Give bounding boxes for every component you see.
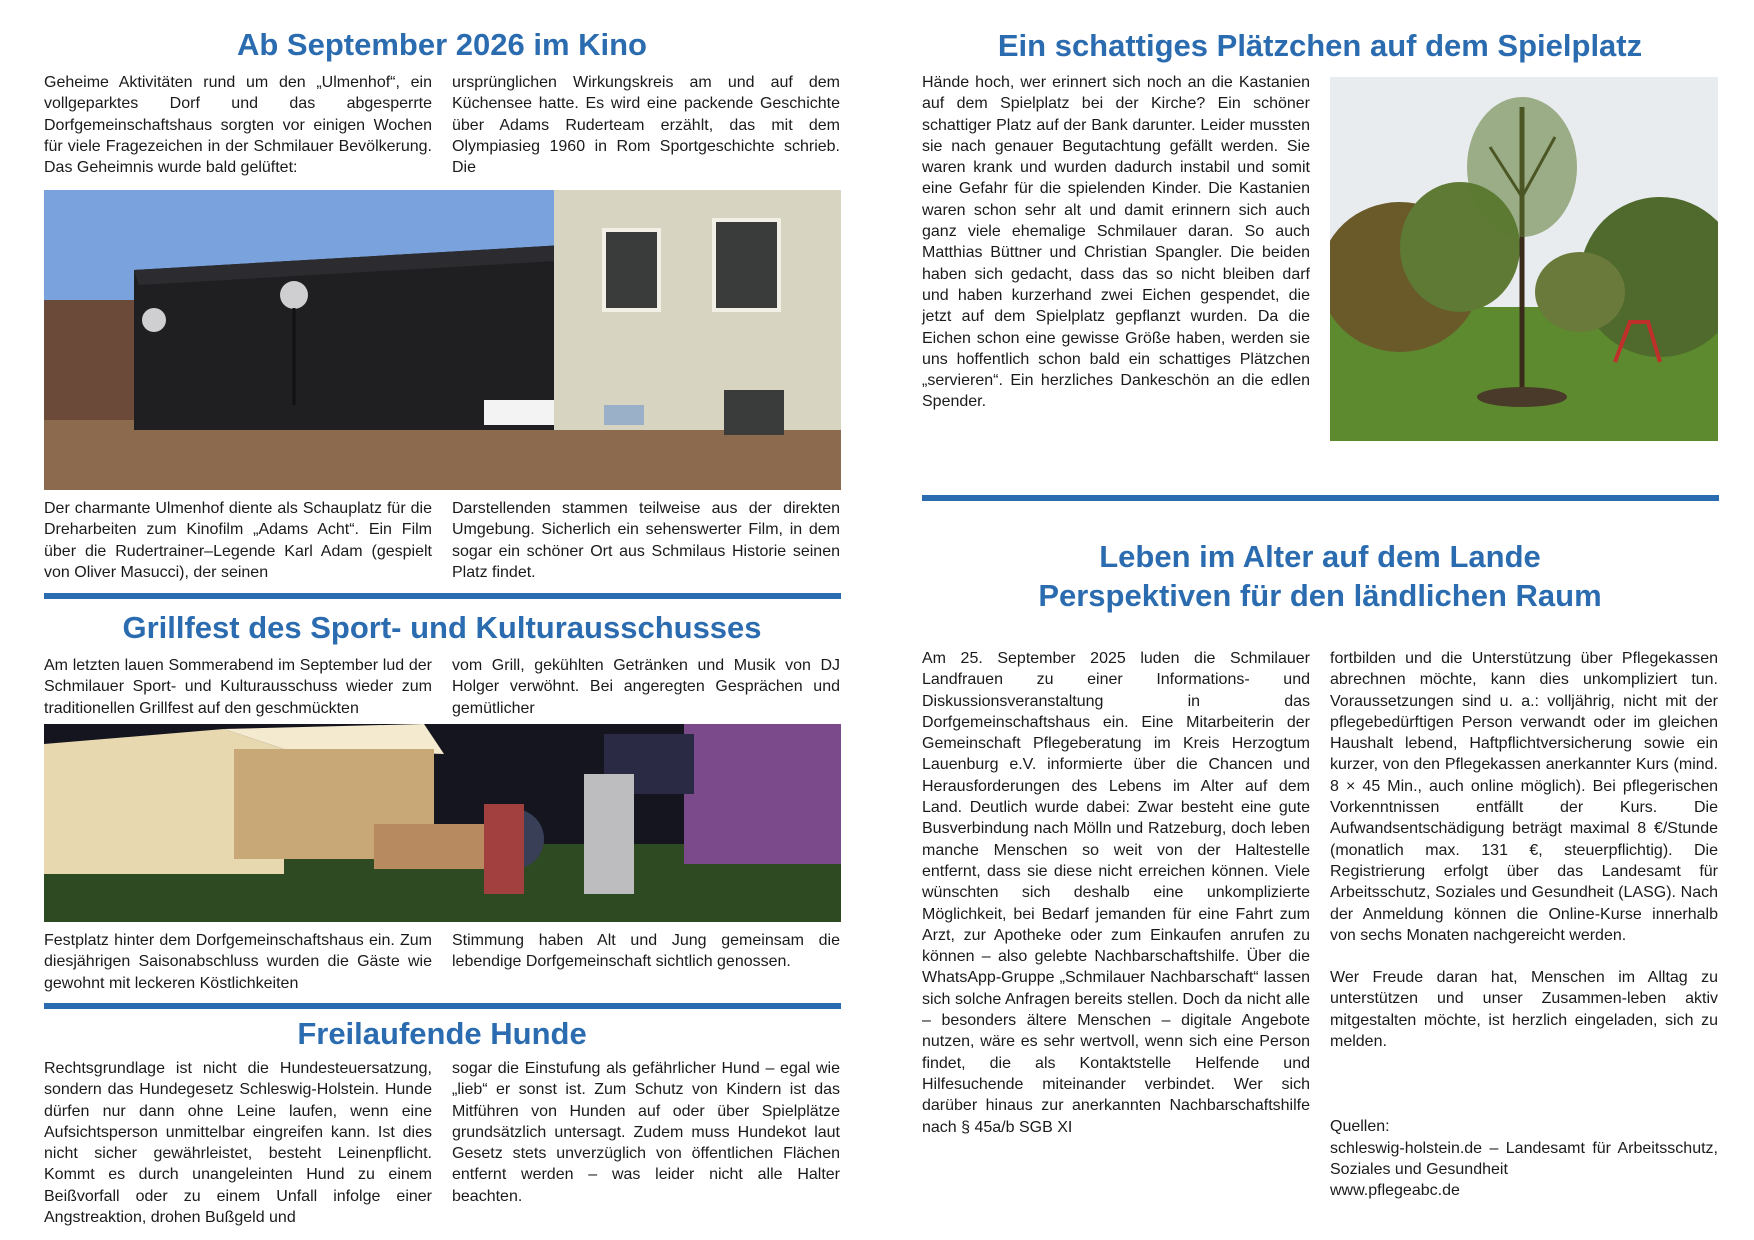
alter-col2-invite: Wer Freude daran hat, Menschen im Alltag zu unterstützen und unser Zusammen-leben aktiv mitgestalten möchte, ist herzlich eingeladen, sich zu melden. (1330, 969, 1718, 1051)
grillfest-photo (44, 724, 841, 922)
alter-source-2: www.pflegeabc.de (1330, 1182, 1460, 1200)
section-divider (44, 1003, 841, 1009)
kino-col4: Darstellenden stammen teilweise aus der direkten Umgebung. Sicherlich ein sehenswerter Film, in dem sogar ein schöner Ort aus Schmilaus Historie seinen Platz findet. (452, 500, 840, 581)
grillfest-col2: vom Grill, gekühlten Getränken und Musik von DJ Holger verwöhnt. Bei angeregten Gesprächen und gemütlicher (452, 657, 840, 717)
spielplatz-title: Ein schattiges Plätzchen auf dem Spielplatz (997, 28, 1643, 63)
grillfest-col4: Stimmung haben Alt und Jung gemeinsam die lebendige Dorfgemeinschaft sichtlich genossen. (452, 932, 840, 971)
spielplatz-text: Hände hoch, wer erinnert sich noch an die Kastanien auf dem Spielplatz bei der Kirche? Ein schöner schattiger Platz auf der Bank darunter. Leider mussten sie nach genauer Begutachtung gefällt werden. Sie waren krank und wurden dadurch instabil und somit eine Gefahr für die spielenden Kinder. Die Kastanien waren schon sehr alt und damit erinnern sich auch ganz viele ehemalige Schmilauer daran. So auch Matthias Büttner und Christian Spangler. Die beiden haben sich gedacht, dass das so nicht bleiben darf und haben kurzerhand zwei Eichen gespendet, die jetzt auf dem Spielplatz gepflanzt wurden. Da die Eichen schon eine gewisse Größe haben, werden sie uns hoffentlich schon bald ein schattiges Plätzchen „servieren“. Ein herzliches Dankeschön an die edlen Spender. (922, 74, 1310, 411)
grillfest-col3: Festplatz hinter dem Dorfgemeinschaftshaus ein. Zum diesjährigen Saisonabschluss wurden die Gäste wie gewohnt mit leckeren Köstlichkeiten (44, 932, 432, 992)
spielplatz-oak-photo (1330, 77, 1718, 441)
kino-col3: Der charmante Ulmenhof diente als Schauplatz für die Dreharbeiten zum Kinofilm „Adams Acht“. Ein Film über die Rudertrainer–Legende Karl Adam (gespielt von Oliver Masucci), der seinen (44, 500, 432, 581)
section-divider (44, 593, 841, 599)
alter-col2 (1330, 648, 1718, 1202)
kino-col1: Geheime Aktivitäten rund um den „Ulmenhof“, ein vollgeparktes Dorf und das abgesperrte Dorfgemeinschaftshaus sorgten vor einigen Wochen für viele Fragezeichen in der Schmilauer Bevölkerung. Das Geheimnis wurde bald gelüftet: (44, 74, 432, 177)
alter-title-line2: Perspektiven für den ländlichen Raum (1038, 578, 1602, 613)
kino-title: Ab September 2026 im Kino (236, 27, 647, 62)
alter-source-1: schleswig-holstein.de – Landesamt für Arbeitsschutz, Soziales und Gesundheit (1330, 1139, 1718, 1178)
alter-sources-label: Quellen: (1330, 1118, 1390, 1136)
alter-col2-text: fortbilden und die Unterstützung über Pflegekassen abrechnen möchte, kann dies unkompliziert tun. Voraussetzungen sind u. a.: volljährig, nicht mit der pflegebedürftigen Person verwandt oder im gleichen Haushalt lebend, Haftpflichtversicherung sowie ein kurzer, von den Pflegekassen anerkannter Kurs (mind. 8 × 45 Min., auch online möglich). Bei pflegerischen Vorkenntnissen entfällt der Kurs. Die Aufwandsentschädigung beträgt maximal 8 €/Stunde (monatlich max. 131 €, steuerpflichtig). Die Registrierung erfolgt über das Landesamt für Arbeitsschutz, Soziales und Gesundheit (LASG). Nach der Anmeldung können die Online-Kurse innerhalb von sechs Monaten nachgereicht werden. (1330, 650, 1718, 944)
alter-title-line1: Leben im Alter auf dem Lande (1099, 539, 1541, 574)
section-divider (922, 495, 1719, 501)
hunde-col1: Rechtsgrundlage ist nicht die Hundesteuersatzung, sondern das Hundegesetz Schleswig-Holstein. Hunde dürfen nur dann ohne Leine laufen, wenn eine Aufsichtsperson unmittelbar eingreifen kann. Ist dies nicht sicher gewährleistet, besteht Leinenpflicht. Kommt es durch unangeleinten Hund zu einem Beißvorfall oder zu einem Unfall infolge einer Angstreaktion, drohen Bußgeld und (44, 1060, 432, 1227)
hunde-col2: sogar die Einstufung als gefährlicher Hund – egal wie „lieb“ er sonst ist. Zum Schutz von Kindern ist das Mitführen von Hunden auf oder über Spielplätze grundsätzlich untersagt. Zudem muss Hundekot laut Gesetz stets unverzüglich von öffentlichen Flächen entfernt werden – was leider nicht alle Halter beachten. (452, 1060, 840, 1205)
kino-film-set-photo (44, 190, 841, 490)
alter-col1: Am 25. September 2025 luden die Schmilauer Landfrauen zu einer Informations- und Diskussionsveranstaltung in das Dorfgemeinschaftshaus ein. Eine Mitarbeiterin der Gemeinschaft Pflegeberatung im Kreis Herzogtum Lauenburg e.V. informierte über die Chancen und Herausforderungen des Lebens im Alter auf dem Land. Deutlich wurde dabei: Zwar besteht eine gute Busverbindung nach Mölln und Ratzeburg, doch leben manche Menschen so weit von der Haltestelle entfernt, dass sie diese nicht erreichen können. Viele wünschten sich deshalb eine unkomplizierte Möglichkeit, bei Bedarf jemanden für eine Fahrt zum Arzt, zur Apotheke oder zum Einkaufen anrufen zu können – also gelebte Nachbarschaftshilfe. Über die WhatsApp-Gruppe „Schmilauer Nachbarschaft“ lassen sich solche Anfragen bereits stellen. Doch da nicht alle – besonders ältere Menschen – digitale Angebote nutzen, wäre es sehr wertvoll, wenn sich eine Person findet, die als Kontaktstelle Helfende und Hilfesuchende miteinander verbindet. Wer sich darüber hinaus zur anerkannten Nachbarschaftshilfe nach § 45a/b SGB XI (922, 650, 1310, 1136)
grillfest-col1: Am letzten lauen Sommerabend im September lud der Schmilauer Sport- und Kulturausschuss wieder zum traditionellen Grillfest auf den geschmückten (44, 657, 432, 717)
grillfest-title: Grillfest des Sport- und Kulturausschusses (122, 610, 762, 645)
hunde-title: Freilaufende Hunde (297, 1016, 587, 1051)
kino-col2: ursprünglichen Wirkungskreis am und auf dem Küchensee hatte. Es wird eine packende Geschichte über Adams Ruderteam erzählt, das mit dem Olympiasieg 1960 in Rom Sportgeschichte schrieb. Die (452, 74, 840, 177)
